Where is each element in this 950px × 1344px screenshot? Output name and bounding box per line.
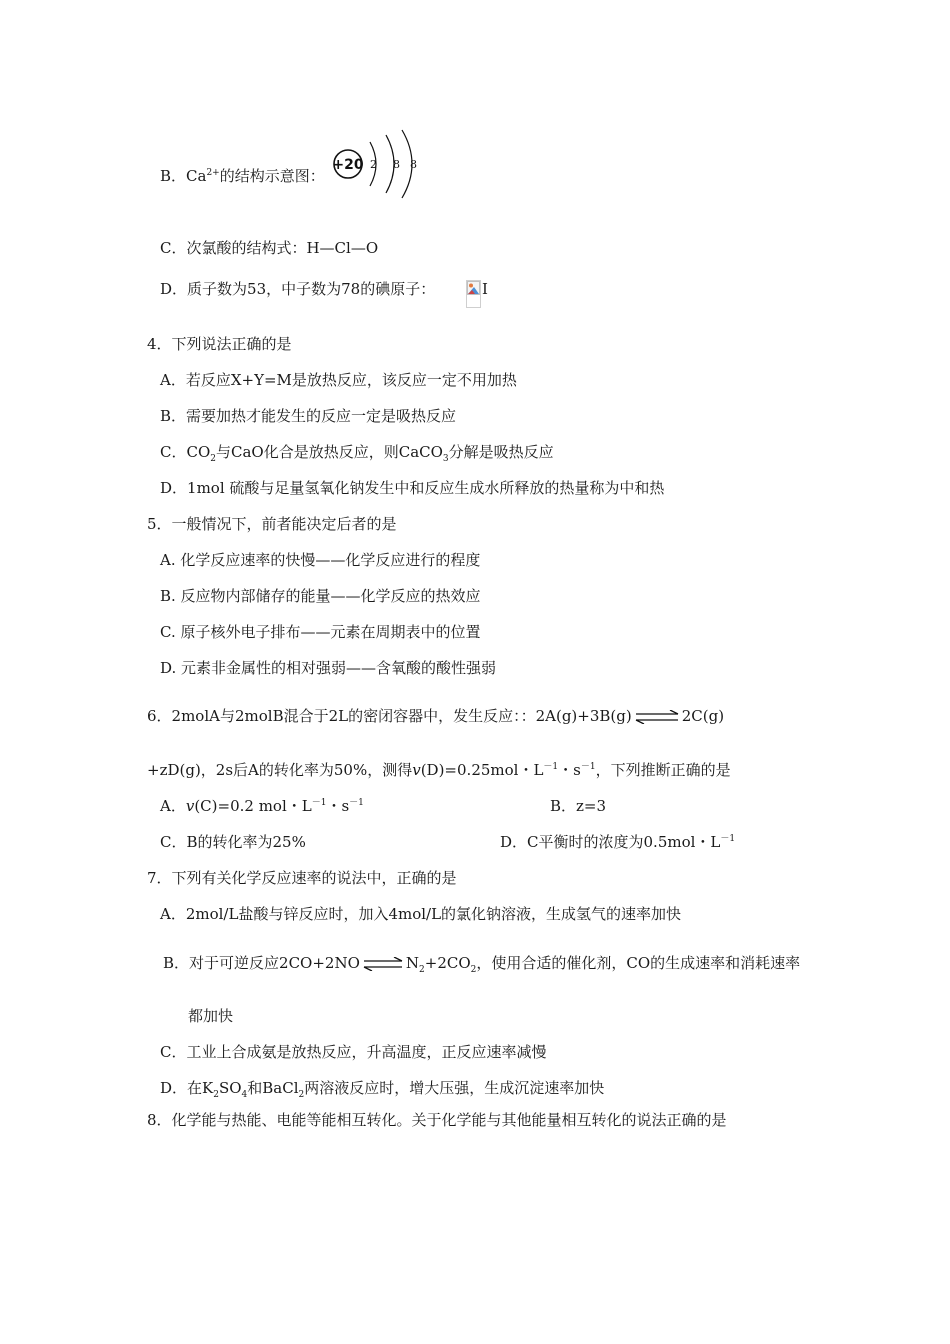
- q4-option-a: A．若反应X+Y=M是放热反应，该反应一定不用加热: [160, 371, 517, 389]
- q3-option-b: B．$Ca^{2+}$的结构示意图：: [160, 167, 325, 185]
- q6-option-d: D．C平衡时的浓度为0.5mol・$L^{-1}$: [500, 833, 736, 851]
- reversible-arrow-icon: [362, 957, 404, 971]
- q6-option-c: C．B的转化率为25%: [160, 833, 306, 851]
- q4-stem: 4．下列说法正确的是: [147, 335, 292, 353]
- q5-option-b: B. 反应物内部储存的能量——化学反应的热效应: [160, 587, 481, 605]
- calcium-ion-structure-diagram: [330, 128, 430, 203]
- q8-stem: 8．化学能与热能、电能等能相互转化。关于化学能与其他能量相互转化的说法正确的是: [147, 1111, 727, 1129]
- reversible-arrow-icon: [634, 710, 680, 724]
- q4-option-b: B．需要加热才能发生的反应一定是吸热反应: [160, 407, 457, 425]
- shell-count-3: 8: [410, 158, 417, 171]
- q6-stem: 6．2molA与2molB混合于2L的密闭容器中，发生反应：：2A(g)+3B(g) 2C(g): [147, 707, 725, 725]
- q3-option-d: D．质子数为53，中子数为78的碘原子：: [160, 280, 436, 298]
- q4-option-d: D．1mol 硫酸与足量氢氧化钠发生中和反应生成水所释放的热量称为中和热: [160, 479, 665, 497]
- q6-option-a: A．v(C)=0.2 mol・$L^{-1}$・$s^{-1}$: [160, 797, 364, 815]
- q7-stem: 7．下列有关化学反应速率的说法中，正确的是: [147, 869, 457, 887]
- nucleus-charge: +20: [332, 157, 364, 173]
- q7-option-c: C．工业上合成氨是放热反应，升高温度，正反应速率减慢: [160, 1043, 547, 1061]
- q5-stem: 5．一般情况下，前者能决定后者的是: [147, 515, 397, 533]
- shell-count-2: 8: [393, 158, 400, 171]
- q7-option-b: B．对于可逆反应2CO+2NO $N_2+2CO_2$，使用合适的催化剂，CO的生成速率和消耗速率: [163, 954, 801, 975]
- shell-count-1: 2: [370, 158, 377, 171]
- q5-option-d: D. 元素非金属性的相对强弱——含氧酸的酸性强弱: [160, 659, 497, 677]
- q7-option-a: A．2mol/L盐酸与锌反应时，加入4mol/L的氯化钠溶液，生成氢气的速率加快: [160, 905, 682, 923]
- q6-stem-cont: +zD(g)，2s后A的转化率为50%，测得v(D)=0.25mol・$L^{-1}$・$s^{-1}$，下列推断正确的是: [147, 761, 731, 779]
- q5-option-c: C. 原子核外电子排布——元素在周期表中的位置: [160, 623, 481, 641]
- q7-option-b-cont: 都加快: [188, 1007, 234, 1025]
- broken-image-icon: [466, 280, 481, 308]
- q7-option-d: D．在$K_2SO_4$和BaCl$_2$两溶液反应时，增大压强，生成沉淀速率加快: [160, 1079, 605, 1100]
- q3-option-c: C．次氯酸的结构式：H—Cl—O: [160, 239, 379, 257]
- q4-option-c: C．$CO_2$与CaO化合是放热反应，则CaCO$_3$分解是吸热反应: [160, 443, 554, 464]
- iodine-symbol: I: [482, 280, 488, 298]
- q5-option-a: A. 化学反应速率的快慢——化学反应进行的程度: [160, 551, 481, 569]
- q6-option-b: B．z=3: [550, 797, 607, 815]
